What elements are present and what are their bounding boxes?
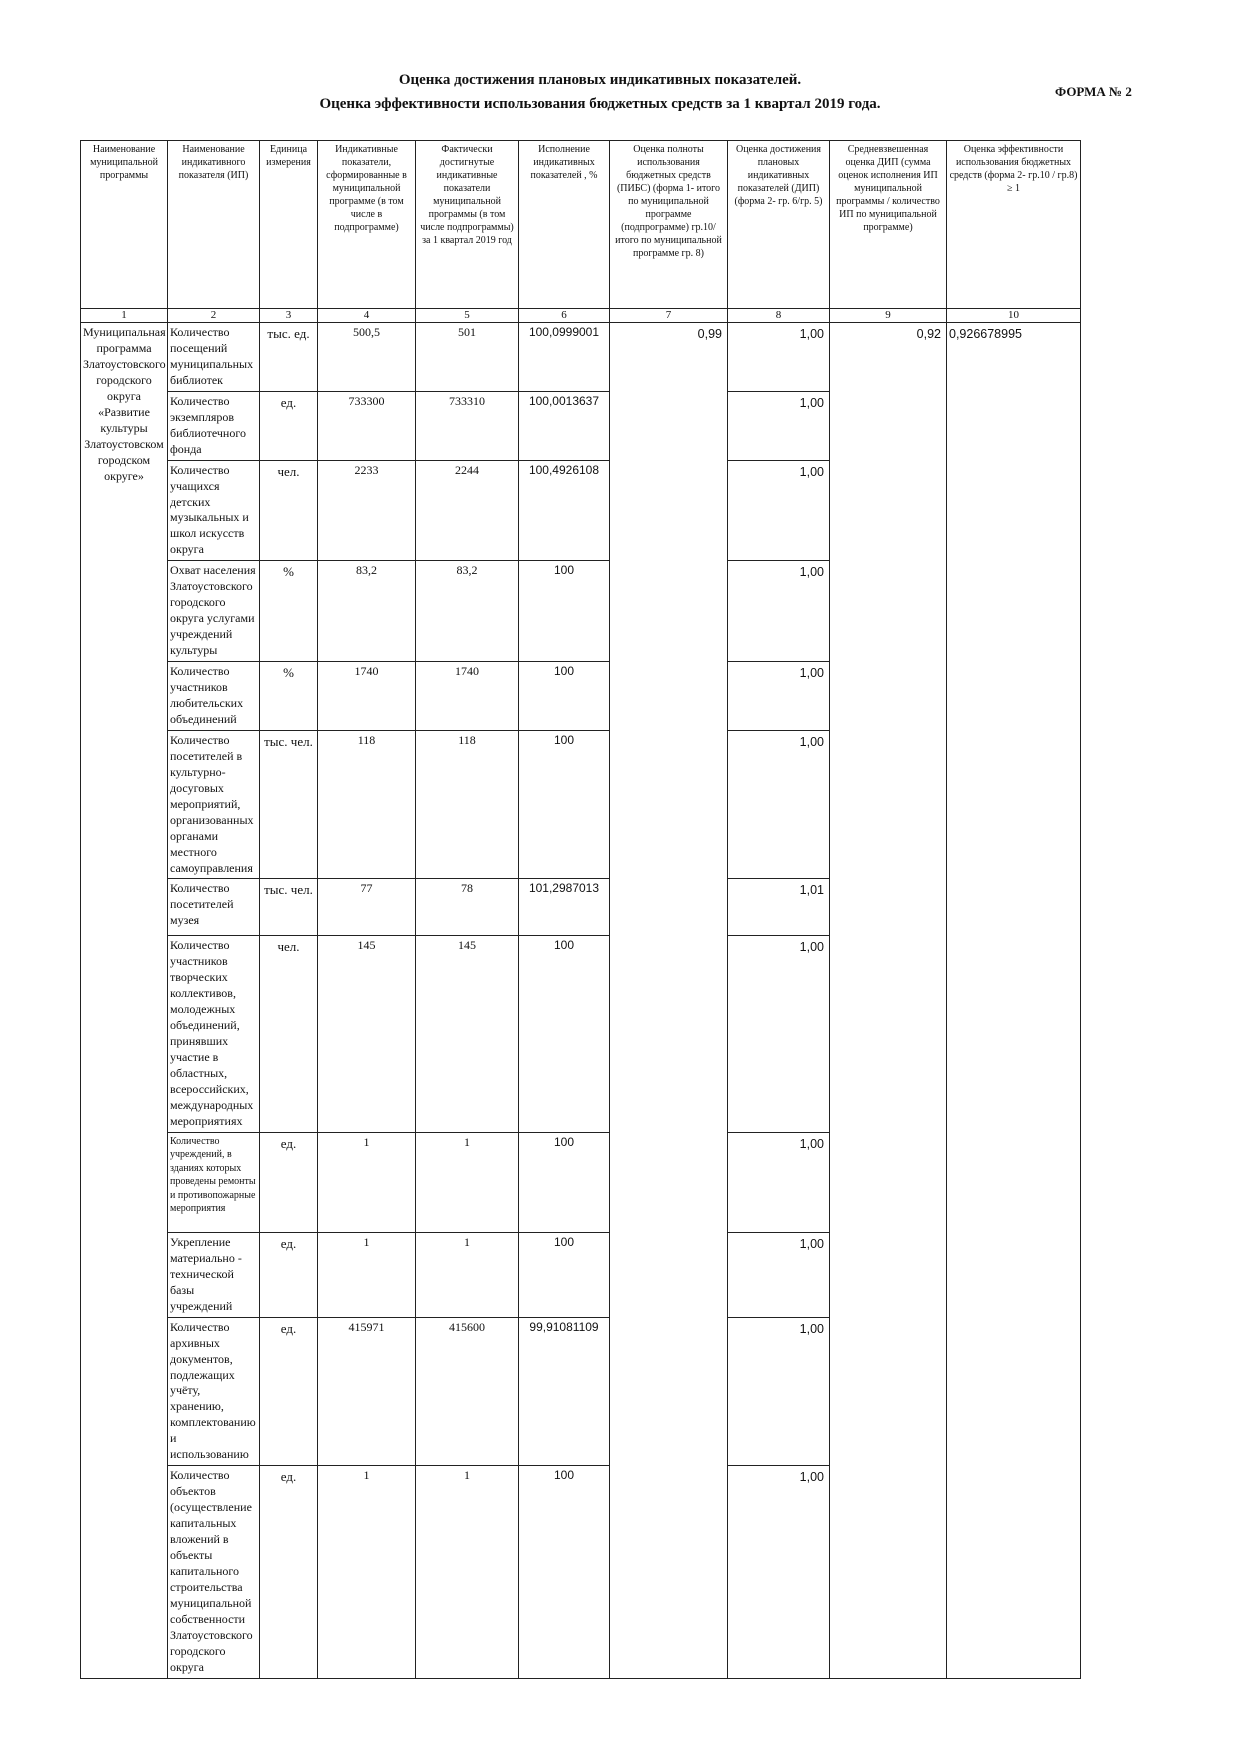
indicator-name: Количество участников творческих коллективов, молодежных объединений, принявших участие в областных, всероссийских, международных мероприятиях [168, 936, 260, 1132]
col-number: 10 [947, 309, 1081, 323]
fact-value: 145 [416, 936, 519, 1132]
plan-value: 1 [318, 1232, 416, 1317]
dip-value: 1,01 [728, 879, 830, 936]
indicator-name: Количество посещений муниципальных библиотек [168, 323, 260, 392]
unit: % [260, 561, 318, 662]
indicator-name: Количество учреждений, в зданиях которых проведены ремонты и противопожарные мероприятия [168, 1132, 260, 1232]
fact-value: 1 [416, 1232, 519, 1317]
fact-value: 2244 [416, 460, 519, 561]
plan-value: 1740 [318, 662, 416, 731]
unit: тыс. ед. [260, 323, 318, 392]
indicator-name: Укрепление материально - технической базы учреждений [168, 1232, 260, 1317]
dip-value: 1,00 [728, 1466, 830, 1678]
col-header-5: Фактически достигнутые индикативные показатели муниципальной программы (в том числе подпрограммы) за 1 квартал 2019 год [416, 141, 519, 309]
plan-value: 500,5 [318, 323, 416, 392]
percent-value: 100,0999001 [519, 323, 610, 392]
indicators-table [80, 140, 1081, 1679]
col-number: 1 [81, 309, 168, 323]
plan-value: 733300 [318, 391, 416, 460]
indicator-name: Количество учащихся детских музыкальных и школ искусств округа [168, 460, 260, 561]
percent-value: 100 [519, 730, 610, 879]
dip-value: 1,00 [728, 730, 830, 879]
percent-value: 100 [519, 1466, 610, 1678]
column-numbers-row [81, 309, 1081, 323]
col-header-3: Единица измерения [260, 141, 318, 309]
percent-value: 100 [519, 1132, 610, 1232]
form-label: ФОРМА № 2 [1055, 84, 1132, 99]
unit: ед. [260, 1132, 318, 1232]
dip-value: 1,00 [728, 1132, 830, 1232]
dip-value: 1,00 [728, 391, 830, 460]
col-number: 8 [728, 309, 830, 323]
col-header-10: Оценка эффективности использования бюджетных средств (форма 2- гр.10 / гр.8) ≥ 1 [947, 141, 1081, 309]
percent-value: 100 [519, 1232, 610, 1317]
unit: ед. [260, 391, 318, 460]
plan-value: 118 [318, 730, 416, 879]
dip-value: 1,00 [728, 561, 830, 662]
col-header-8: Оценка достижения плановых индикативных показателей (ДИП) (форма 2- гр. 6/гр. 5) [728, 141, 830, 309]
fact-value: 1 [416, 1132, 519, 1232]
col-header-4: Индикативные показатели, сформированные в муниципальной программе (в том числе в подпрограмме) [318, 141, 416, 309]
plan-value: 2233 [318, 460, 416, 561]
program-name-cell: Муниципальная программа Златоустовского городского округа «Развитие культуры Златоустовском городском округе» [81, 323, 168, 1679]
unit: чел. [260, 460, 318, 561]
percent-value: 100 [519, 561, 610, 662]
col-number: 5 [416, 309, 519, 323]
indicator-name: Количество посетителей музея [168, 879, 260, 936]
plan-value: 1 [318, 1132, 416, 1232]
unit: чел. [260, 936, 318, 1132]
dip-value: 1,00 [728, 936, 830, 1132]
table-row [81, 323, 1081, 392]
plan-value: 1 [318, 1466, 416, 1678]
document-subtitle: Оценка эффективности использования бюджетных средств за 1 квартал 2019 года. [319, 96, 881, 112]
indicator-name: Количество участников любительских объединений [168, 662, 260, 731]
percent-value: 101,2987013 [519, 879, 610, 936]
col-number: 7 [610, 309, 728, 323]
col-header-2: Наименование индикативного показателя (ИП) [168, 141, 260, 309]
indicator-name: Количество объектов (осуществление капитальных вложений в объекты капитального строительства муниципальной собственности Златоустовского городского округа [168, 1466, 260, 1678]
fact-value: 1 [416, 1466, 519, 1678]
col-number: 3 [260, 309, 318, 323]
col-header-1: Наименование муниципальной программы [81, 141, 168, 309]
unit: % [260, 662, 318, 731]
percent-value: 100 [519, 936, 610, 1132]
weighted-dip-cell: 0,92 [830, 323, 947, 1679]
fact-value: 1740 [416, 662, 519, 731]
header-row [81, 141, 1081, 309]
pibs-cell: 0,99 [610, 323, 728, 1679]
percent-value: 100 [519, 662, 610, 731]
dip-value: 1,00 [728, 323, 830, 392]
percent-value: 100,0013637 [519, 391, 610, 460]
percent-value: 99,91081109 [519, 1317, 610, 1466]
plan-value: 145 [318, 936, 416, 1132]
unit: ед. [260, 1317, 318, 1466]
plan-value: 415971 [318, 1317, 416, 1466]
dip-value: 1,00 [728, 1232, 830, 1317]
fact-value: 78 [416, 879, 519, 936]
fact-value: 501 [416, 323, 519, 392]
dip-value: 1,00 [728, 662, 830, 731]
unit: тыс. чел. [260, 730, 318, 879]
col-header-7: Оценка полноты использования бюджетных средств (ПИБС) (форма 1- итого по муниципальной программе (подпрограмме) гр.10/итого по муниципальной программе гр. 8) [610, 141, 728, 309]
efficiency-cell: 0,926678995 [947, 323, 1081, 1679]
fact-value: 83,2 [416, 561, 519, 662]
fact-value: 118 [416, 730, 519, 879]
unit: тыс. чел. [260, 879, 318, 936]
col-header-9: Средневзвешенная оценка ДИП (сумма оценок исполнения ИП муниципальной программы / количество ИП по муниципальной программе) [830, 141, 947, 309]
document-title: Оценка достижения плановых индикативных показателей. [398, 72, 802, 88]
unit: ед. [260, 1232, 318, 1317]
indicator-name: Количество посетителей в культурно-досуговых мероприятий, организованных органами местного самоуправления [168, 730, 260, 879]
dip-value: 1,00 [728, 1317, 830, 1466]
indicator-name: Охват населения Златоустовского городского округа услугами учреждений культуры [168, 561, 260, 662]
indicator-name: Количество экземпляров библиотечного фонда [168, 391, 260, 460]
col-header-6: Исполнение индикативных показателей , % [519, 141, 610, 309]
col-number: 2 [168, 309, 260, 323]
unit: ед. [260, 1466, 318, 1678]
col-number: 6 [519, 309, 610, 323]
col-number: 9 [830, 309, 947, 323]
col-number: 4 [318, 309, 416, 323]
percent-value: 100,4926108 [519, 460, 610, 561]
dip-value: 1,00 [728, 460, 830, 561]
fact-value: 415600 [416, 1317, 519, 1466]
indicator-name: Количество архивных документов, подлежащих учёту, хранению, комплектованию и использованию [168, 1317, 260, 1466]
plan-value: 77 [318, 879, 416, 936]
fact-value: 733310 [416, 391, 519, 460]
plan-value: 83,2 [318, 561, 416, 662]
